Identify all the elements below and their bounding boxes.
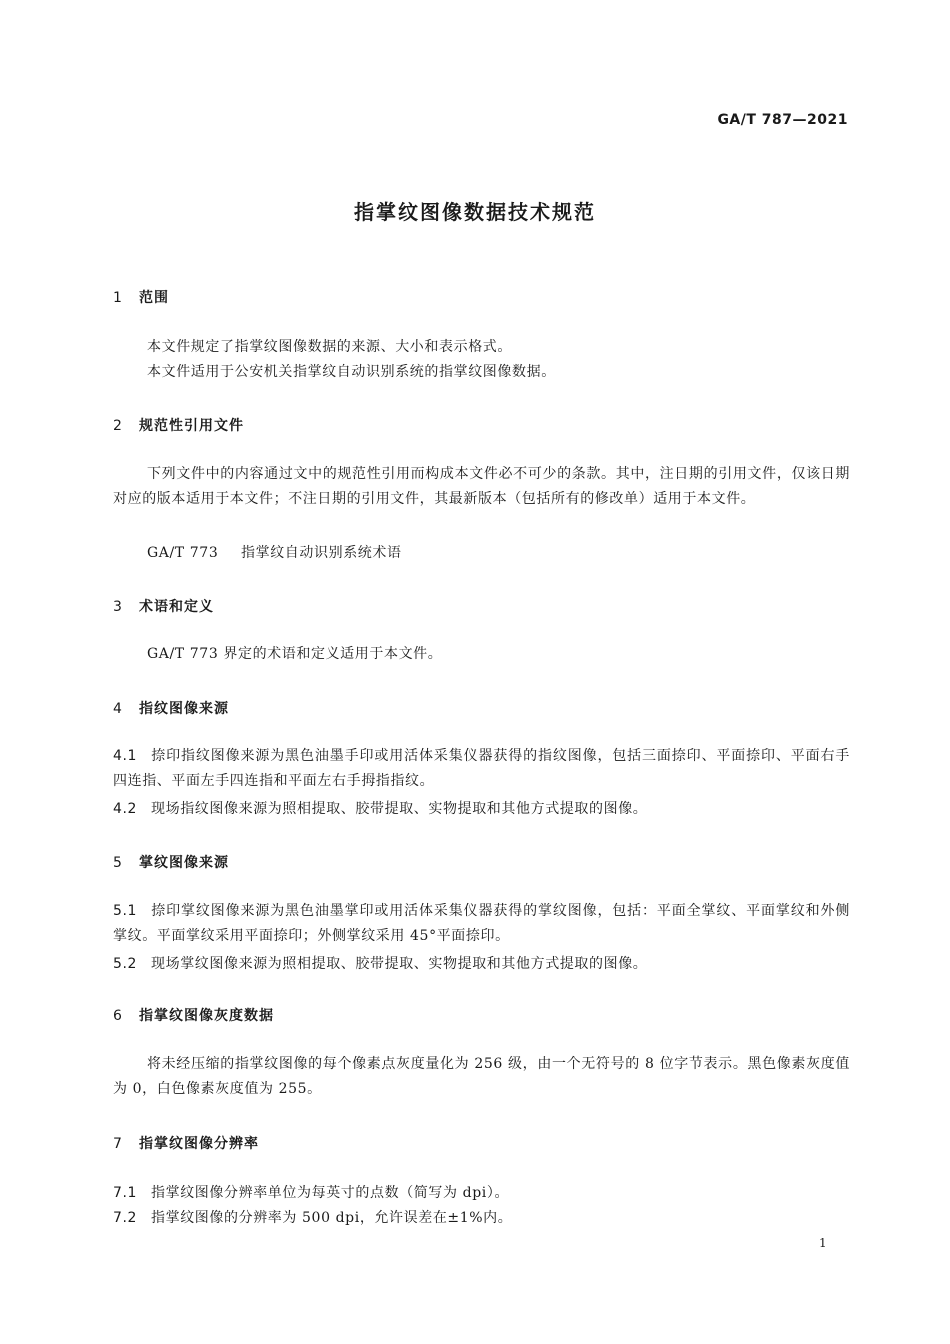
clause xyxy=(113,1206,850,1231)
section-title: 指纹图像来源 xyxy=(139,701,229,717)
reference-name: 指掌纹自动识别系统术语 xyxy=(241,545,402,561)
paragraph: 下列文件中的内容通过文中的规范性引用而构成本文件必不可少的条款。其中，注日期的引用文件，仅该日期对应的版本适用于本文件；不注日期的引用文件，其最新版本（包括所有的修改单）适用于本文件。 xyxy=(113,466,850,507)
paragraph-line: 本文件适用于公安机关指掌纹自动识别系统的指掌纹图像数据。 xyxy=(147,364,556,380)
clause xyxy=(113,899,850,948)
section-title: 掌纹图像来源 xyxy=(139,855,229,871)
section-title: 范围 xyxy=(139,290,169,306)
clause-number: 5.2 xyxy=(113,956,138,972)
clause-number: 7.2 xyxy=(113,1210,138,1226)
section-heading xyxy=(113,852,229,872)
clause-number: 5.1 xyxy=(113,903,138,919)
paragraph: GA/T 773 界定的术语和定义适用于本文件。 xyxy=(147,646,443,662)
normative-reference xyxy=(147,541,850,566)
clause-number: 7.1 xyxy=(113,1185,138,1201)
clause-number: 4.1 xyxy=(113,748,138,764)
section-title: 规范性引用文件 xyxy=(139,418,244,434)
clause-text: 指掌纹图像分辨率单位为每英寸的点数（简写为 dpi）。 xyxy=(151,1185,510,1201)
clause-text: 捺印掌纹图像来源为黑色油墨掌印或用活体采集仪器获得的掌纹图像，包括：平面全掌纹、平面掌纹和外侧掌纹。平面掌纹采用平面捺印；外侧掌纹采用 45°平面捺印。 xyxy=(113,903,850,944)
document-title: 指掌纹图像数据技术规范 xyxy=(354,200,596,224)
section-heading xyxy=(113,287,169,307)
clause xyxy=(113,952,850,977)
clause-text: 指掌纹图像的分辨率为 500 dpi，允许误差在±1%内。 xyxy=(151,1210,513,1226)
clause-number: 4.2 xyxy=(113,801,138,817)
section-number: 5 xyxy=(113,855,123,871)
section-title: 指掌纹图像分辨率 xyxy=(139,1136,259,1152)
clause xyxy=(113,797,850,822)
section-number: 4 xyxy=(113,701,123,717)
clause-text: 现场掌纹图像来源为照相提取、胶带提取、实物提取和其他方式提取的图像。 xyxy=(151,956,648,972)
clause xyxy=(113,1181,850,1206)
section-number: 3 xyxy=(113,599,123,615)
section-number: 6 xyxy=(113,1008,123,1024)
section-heading xyxy=(113,596,214,616)
section-heading xyxy=(113,415,244,435)
clause-text: 现场指纹图像来源为照相提取、胶带提取、实物提取和其他方式提取的图像。 xyxy=(151,801,648,817)
reference-code: GA/T 773 xyxy=(147,545,219,561)
section-heading xyxy=(113,1005,274,1025)
section-heading xyxy=(113,698,229,718)
clause-text: 捺印指纹图像来源为黑色油墨手印或用活体采集仪器获得的指纹图像，包括三面捺印、平面捺印、平面右手四连指、平面左手四连指和平面左右手拇指指纹。 xyxy=(113,748,850,789)
paragraph: 将未经压缩的指掌纹图像的每个像素点灰度量化为 256 级，由一个无符号的 8 位字节表示。黑色像素灰度值为 0，白色像素灰度值为 255。 xyxy=(113,1056,850,1097)
clause xyxy=(113,744,850,793)
paragraph-line: 本文件规定了指掌纹图像数据的来源、大小和表示格式。 xyxy=(147,339,512,355)
section-title: 指掌纹图像灰度数据 xyxy=(139,1008,274,1024)
section-number: 1 xyxy=(113,290,123,306)
standard-number: GA/T 787—2021 xyxy=(717,112,848,128)
page-number: 1 xyxy=(819,1236,827,1250)
section-number: 7 xyxy=(113,1136,123,1152)
section-heading xyxy=(113,1133,259,1153)
section-number: 2 xyxy=(113,418,123,434)
section-title: 术语和定义 xyxy=(139,599,214,615)
